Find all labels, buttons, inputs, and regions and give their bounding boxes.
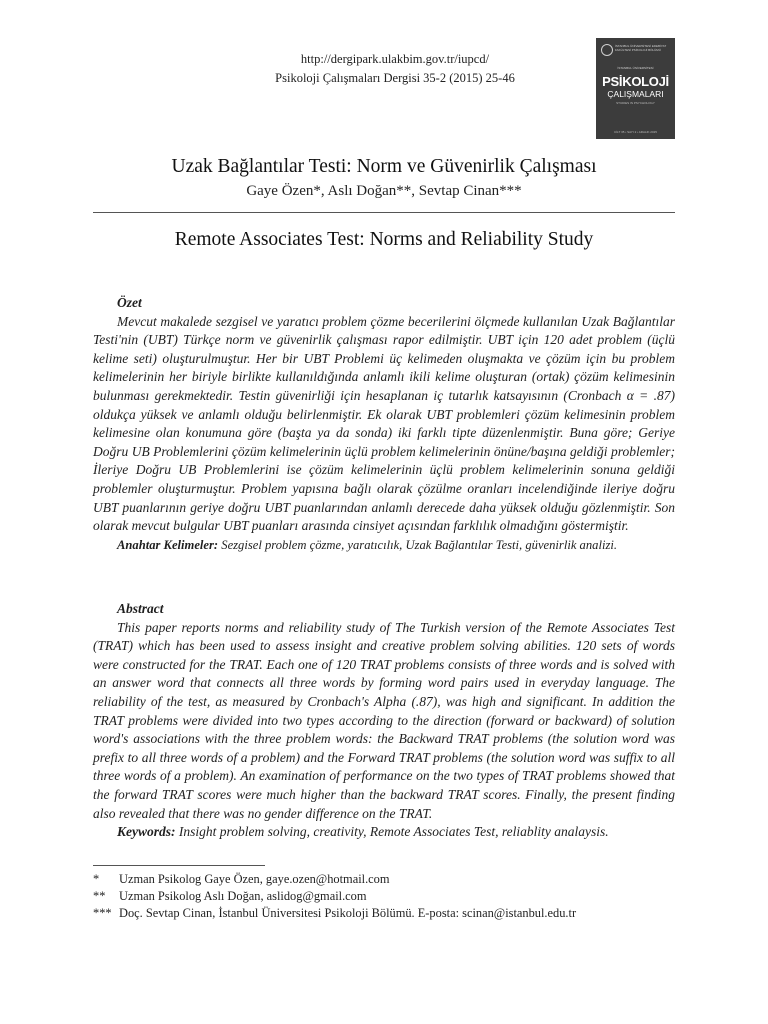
footnote-mark: ***	[93, 906, 112, 920]
footnotes	[93, 871, 693, 922]
footnote-mark: **	[93, 889, 106, 903]
title-divider	[93, 212, 675, 213]
journal-header	[200, 50, 590, 88]
author-list: Gaye Özen*, Aslı Doğan**, Sevtap Cinan***	[246, 183, 522, 199]
cover-top-text: İSTANBUL ÜNİVERSİTESİ EDEBİYAT FAKÜLTESİ PSİKOLOJİ BÖLÜMÜ	[615, 44, 667, 52]
footnote-item	[93, 905, 693, 922]
cover-bottom-text: CİLT 35 • SAYI 2 • ARALIK 2015	[614, 130, 657, 134]
journal-citation: Psikoloji Çalışmaları Dergisi 35-2 (2015) 25-46	[275, 71, 515, 85]
ozet-body: Mevcut makalede sezgisel ve yaratıcı problem çözme becerilerini ölçmede kullanılan Uzak Bağlantılar Testi'nin (UBT) Türkçe norm ve güvenirlik çalışması rapor edilmiştir. UBT için 120 adet problem (üçlü kelime seti) oluşturulmuştur. Her bir UBT Problemi üç kelimeden oluşmakta ve çözüm için bu problem kelimelerinin her biriyle birlikte kullanıldığında anlamlı ikili kelime oluşturan (ortak) çözüm kelimesinin bulunması gerekmektedir. Testin güvenirliği için hesaplanan iç tutarlık katsayısının (Cronbach α = .87) oldukça yüksek ve anlamlı olduğu belirlenmiştir. Ek olarak UBT problemleri çözüm kelimesinin problem kelimesine olan konumuna göre (başta ya da sonda) iki farklı tipte düzenlenmiştir. Buna göre; Geriye Doğru UB Problemlerini çözüm kelimelerinin üçlü problem kelimelerinin önüne/başına geldiği problemler; İleriye Doğru UB Problemlerini ise çözüm kelimelerinin üçlü problem kelimelerinin sonuna geldiği problemler oluşturmuştur. Problem yapısına bağlı olarak çözülme oranları incelendiğinde ileriye doğru UBT puanlarının geriye doğru UBT puanlarından anlamlı derecede daha yüksek olduğu gözlenmiştir. Son olarak mevcut bulgular UBT puanları arasında cinsiyet açısından farklılık olmadığını göstermiştir.	[93, 313, 675, 534]
ozet-keywords: Sezgisel problem çözme, yaratıcılık, Uzak Bağlantılar Testi, güvenirlik analizi.	[221, 537, 617, 552]
abstract-keywords-line	[93, 823, 675, 842]
footnote-text: Uzman Psikolog Gaye Özen, gaye.ozen@hotmail.com	[119, 872, 390, 886]
footnote-item	[93, 871, 693, 888]
cover-title-line1: PSİKOLOJİ	[602, 74, 669, 89]
paper-title-en: Remote Associates Test: Norms and Reliability Study	[174, 229, 594, 250]
footnote-text: Doç. Sevtap Cinan, İstanbul Üniversitesi Psikoloji Bölümü. E-posta: scinan@istanbul.edu.tr	[119, 906, 577, 920]
ozet-keywords-line	[93, 536, 675, 555]
cover-small-text: İSTANBUL ÜNİVERSİTESİ	[617, 66, 654, 70]
ozet-heading: Özet	[117, 295, 142, 310]
abstract-keywords-label: Keywords:	[117, 824, 176, 840]
ozet-keywords-label: Anahtar Kelimeler:	[117, 537, 219, 552]
cover-title-line2: ÇALIŞMALARI	[607, 89, 664, 99]
abstract-section	[93, 600, 675, 842]
abstract-body: This paper reports norms and reliability study of The Turkish version of the Remote Associates Test (TRAT) which has been used to assess insight and creative problem solving abilities. 120 sets of words were constructed for the TRAT. Each one of 120 TRAT problems consists of three words and is solved with an answer word that connects all three words by forming word pairs used in everyday language. The reliability of the test, as measured by Cronbach's Alpha (.87), was high and significant. In addition the TRAT problems were divided into two types according to the direction (forward or backward) of solution word's associations with the three problem words: the Backward TRAT problems (the solution word was prefix to all three words of a problem) and the Forward TRAT problems (the solution word was suffix to all three words of a problem). An examination of performance on the two types of TRAT problems showed that the forward TRAT scores were much higher than the backward TRAT scores. Finally, the present finding also revealed that there was no gender difference on the TRAT.	[93, 619, 675, 821]
journal-cover-image	[596, 38, 675, 139]
footnote-mark: *	[93, 872, 100, 886]
footnote-item	[93, 888, 693, 905]
ozet-section	[93, 294, 675, 554]
paper-title-tr: Uzak Bağlantılar Testi: Norm ve Güvenirlik Çalışması	[171, 156, 597, 177]
footnote-text: Uzman Psikolog Aslı Doğan, aslidog@gmail.com	[119, 889, 367, 903]
abstract-keywords: Insight problem solving, creativity, Remote Associates Test, reliablity analaysis.	[178, 824, 609, 840]
cover-subtitle: STUDIES IN PSYCHOLOGY	[616, 101, 655, 105]
footnote-divider	[93, 865, 265, 866]
abstract-heading: Abstract	[117, 601, 164, 616]
university-logo-icon	[601, 44, 613, 56]
journal-url[interactable]: http://dergipark.ulakbim.gov.tr/iupcd/	[300, 52, 490, 66]
